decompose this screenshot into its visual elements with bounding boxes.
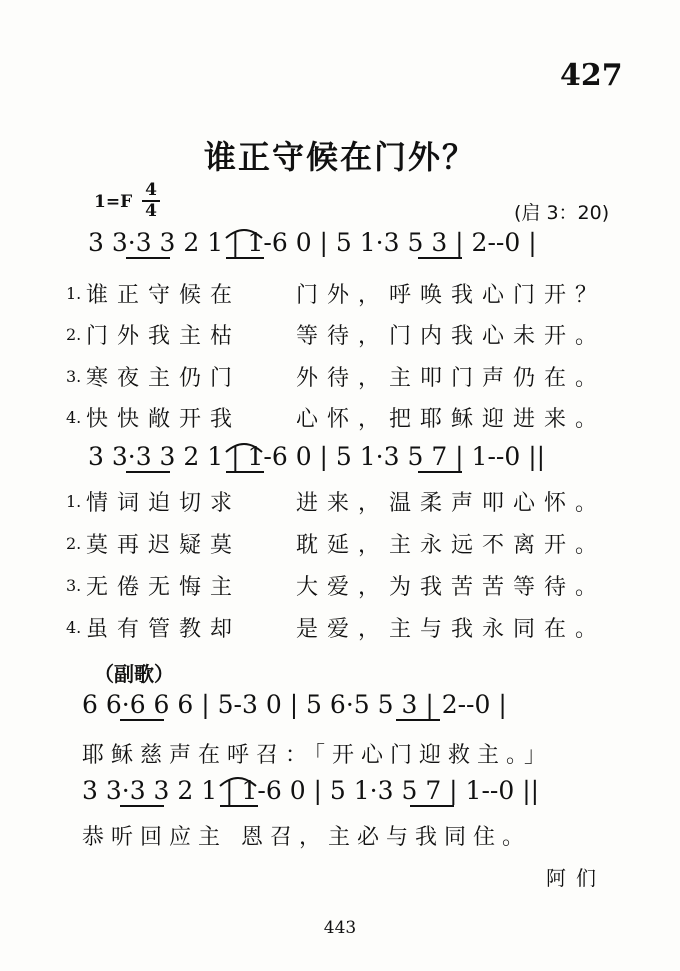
lyric-line: 寒夜主仍门 (86, 366, 242, 391)
verse-number: 3. (66, 576, 82, 595)
lyric-line: 谁正守候在 (86, 283, 242, 308)
hymn-title: 谁正守候在门外？ (203, 138, 476, 176)
tie-mark (226, 230, 262, 238)
lyric-line: 快快敞开我 (86, 407, 242, 432)
verse-number: 4. (66, 408, 82, 427)
lyric-line: 是爱，主与我永同在。 (296, 617, 607, 642)
lyric-line: 心怀，把耶稣迎进来。 (296, 407, 607, 432)
time-signature-top: 4 (145, 180, 157, 200)
lyric-line: 外待，主叩门声仍在。 (296, 366, 607, 391)
chorus-label: （副歌） (94, 662, 174, 686)
page-number: 443 (323, 918, 357, 938)
time-signature-bottom: 4 (145, 201, 157, 221)
verse-number: 4. (66, 618, 82, 637)
notation-line-2: 3 3·3 3 2 1 | 1-6 0 | 5 1·3 5 7 | 1--0 || (88, 442, 546, 471)
lyric-line: 进来，温柔声叩心怀。 (296, 491, 607, 516)
lyric-line: 等待，门内我心未开。 (296, 324, 607, 349)
lyric-line: 门外我主枯 (86, 324, 242, 349)
amen-text: 阿们 (546, 866, 606, 890)
tie-mark (220, 778, 256, 786)
verse-number: 1. (66, 284, 82, 303)
verse-number: 3. (66, 367, 82, 386)
lyric-line: 无倦无悔主 (86, 575, 242, 600)
verse-number: 1. (66, 492, 82, 511)
notation-chorus-1: 6 6·6 6 6 | 5-3 0 | 5 6·5 5 3 | 2--0 | (82, 690, 507, 719)
chorus-lyric-2: 恭听回应主 恩召，主必与我同住。 (82, 825, 531, 850)
lyric-line: 大爱，为我苦苦等待。 (296, 575, 607, 600)
key-signature: 1=F (94, 192, 133, 212)
tie-mark (226, 444, 262, 452)
lyric-line: 莫再迟疑莫 (86, 533, 242, 558)
lyric-line: 耽延，主永远不离开。 (296, 533, 607, 558)
notation-chorus-2: 3 3·3 3 2 1 | 1-6 0 | 5 1·3 5 7 | 1--0 || (82, 776, 540, 805)
lyric-line: 虽有管教却 (86, 617, 242, 642)
chorus-lyric-1: 耶稣慈声在呼召：「开心门迎救主。」 (82, 743, 554, 768)
scripture-reference: (启 3：20) (514, 202, 610, 224)
verse-number: 2. (66, 534, 82, 553)
lyric-line: 门外，呼唤我心门开？ (296, 283, 607, 308)
hymn-number: 427 (560, 58, 623, 93)
verse-number: 2. (66, 325, 82, 344)
lyric-line: 情词迫切求 (86, 491, 242, 516)
notation-line-1: 3 3·3 3 2 1 | 1-6 0 | 5 1·3 5 3 | 2--0 | (88, 228, 537, 257)
